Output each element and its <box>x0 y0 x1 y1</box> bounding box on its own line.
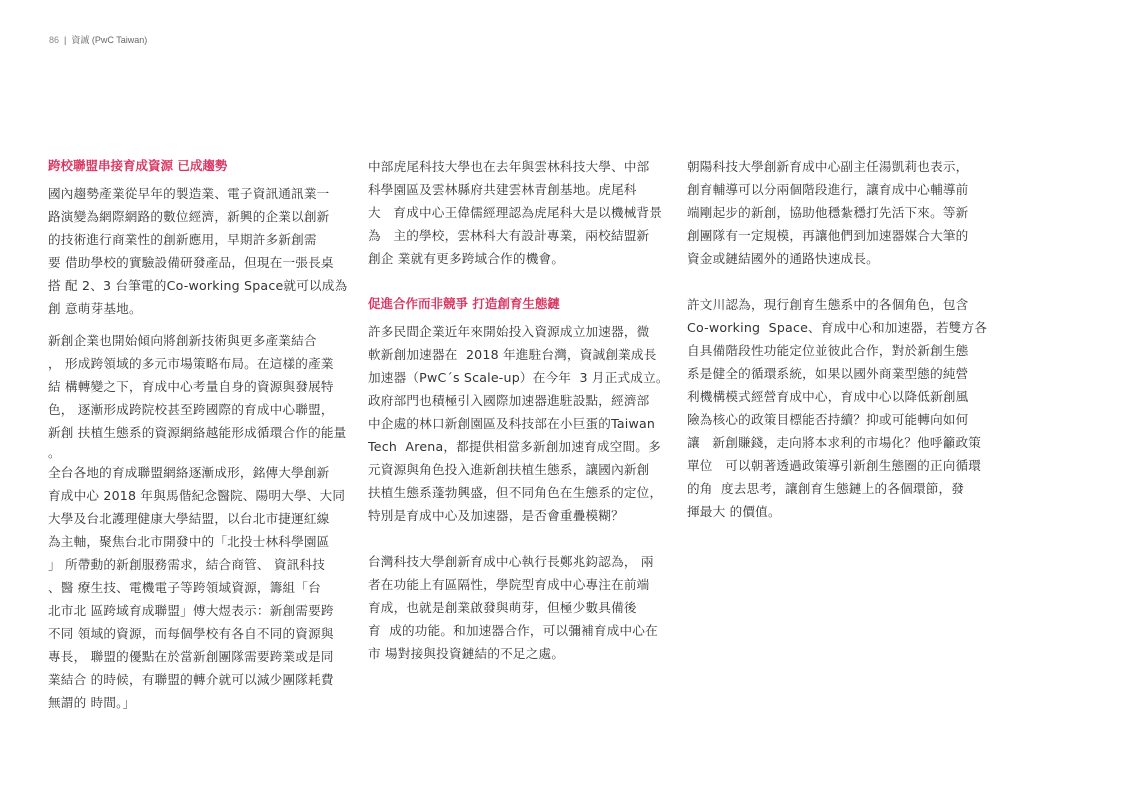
paragraph-line: 許多民間企業近年來開始投入資源成立加速器，微 <box>368 324 650 339</box>
page-number: 86 <box>49 35 60 45</box>
paragraph-line: 創 意萌芽基地。 <box>48 301 142 316</box>
paragraph-line: 利機構模式經營育成中心，育成中心以降低新創風 <box>687 389 969 404</box>
paragraph-line: 業結合 的時候，有聯盟的轉介就可以減少團隊耗費 <box>48 672 334 687</box>
paragraph-line: 元資源與角色投入進新創扶植生態系，讓國內新創 <box>368 462 650 477</box>
paragraph-line: 創團隊有一定規模，再讓他們到加速器媒合大筆的 <box>687 228 969 243</box>
paragraph-line: 科學園區及雲林縣府共建雲林青創基地。虎尾科 <box>368 182 637 197</box>
paragraph-line: 資金或鏈結國外的通路快速成長。 <box>687 251 879 266</box>
body-paragraph <box>368 155 688 270</box>
paragraph-line: 特別是育成中心及加速器，是否會重疊模糊？ <box>368 508 624 523</box>
publication-title: 資誠 (PwC Taiwan) <box>71 35 148 45</box>
body-paragraph <box>368 320 688 527</box>
paragraph-line: 自具備階段性功能定位並彼此合作，對於新創生態 <box>687 343 969 358</box>
paragraph-line: 育成，也就是創業啟發與萌芽，但極少數具備後 <box>368 600 637 615</box>
paragraph-line: 單位 可以朝著透過政策導引新創生態圈的正向循環 <box>687 458 982 473</box>
paragraph-line: 揮最大 的價值。 <box>687 504 781 519</box>
text-column-1 <box>48 155 368 723</box>
paragraph-line: 、醫 療生技、電機電子等跨領域資源，籌組「台 <box>48 580 321 595</box>
paragraph-line: 創育輔導可以分兩個階段進行，讓育成中心輔導前 <box>687 182 969 197</box>
body-paragraph <box>368 550 688 665</box>
section-heading: 跨校聯盟串接育成資源 已成趨勢 <box>48 158 228 173</box>
paragraph-line: 要 借助學校的實驗設備研發產品，但現在一張長桌 <box>48 255 334 270</box>
paragraph-spacer <box>368 536 688 550</box>
paragraph-line: 端剛起步的新創，協助他穩紮穩打先活下來。等新 <box>687 205 969 220</box>
paragraph-line: 為 主的學校，雲林科大有設計專業，兩校結盟新 <box>368 228 650 243</box>
paragraph-spacer <box>687 279 1007 293</box>
header-separator: | <box>64 35 67 45</box>
paragraph-line: 結 構轉變之下，育成中心考量自身的資源與發展特 <box>48 379 334 394</box>
body-paragraph <box>687 293 1007 523</box>
paragraph-line: 加速器（PwC´s Scale-up）在今年 3 月正式成立。 <box>368 370 669 385</box>
paragraph-line: 扶植生態系蓬勃興盛，但不同角色在生態系的定位， <box>368 485 663 500</box>
paragraph-line: 育 成的功能。和加速器合作，可以彌補育成中心在 <box>368 623 658 638</box>
paragraph-line: 朝陽科技大學創新育成中心副主任湯凱莉也表示， <box>687 159 969 174</box>
paragraph-line: 不同 領域的資源，而每個學校有各自不同的資源與 <box>48 626 334 641</box>
body-paragraph <box>687 155 1007 270</box>
text-column-3 <box>687 155 1007 532</box>
paragraph-line: 的角 度去思考，讓創育生態鏈上的各個環節，發 <box>687 481 965 496</box>
paragraph-line: ， 形成跨領域的多元市場策略布局。在這樣的產業 <box>48 356 334 371</box>
paragraph-line: 的技術進行商業性的創新應用，早期許多新創需 <box>48 232 317 247</box>
paragraph-line: 大學及台北護理健康大學結盟，以台北市捷運紅線 <box>48 511 330 526</box>
paragraph-line: 政府部門也積極引入國際加速器進駐設點，經濟部 <box>368 393 650 408</box>
text-column-2 <box>368 155 688 674</box>
paragraph-line: 國內趨勢產業從早年的製造業、電子資訊通訊業一 <box>48 186 330 201</box>
paragraph-line: 新創 扶植生態系的資源網絡越能形成循環合作的能量 <box>48 425 347 440</box>
paragraph-line: 色， 逐漸形成跨院校甚至跨國際的育成中心聯盟， <box>48 402 334 417</box>
paragraph-line: 者在功能上有區隔性，學院型育成中心專注在前端 <box>368 577 650 592</box>
paragraph-line: 大 育成中心王偉儒經理認為虎尾科大是以機械背景 <box>368 205 663 220</box>
body-paragraph <box>48 461 368 714</box>
body-paragraph <box>48 329 368 461</box>
paragraph-line: 。 <box>48 445 61 460</box>
paragraph-line: 系是健全的循環系統，如果以國外商業型態的純營 <box>687 366 969 381</box>
paragraph-line: 市 場對接與投資鏈結的不足之處。 <box>368 646 565 661</box>
paragraph-line: 為主軸，聚焦台北市開發中的「北投士林科學園區 <box>48 534 330 549</box>
paragraph-spacer <box>368 279 688 293</box>
paragraph-line: 北市北 區跨域育成聯盟」傅大煜表示：新創需要跨 <box>48 603 334 618</box>
paragraph-line: 中企處的林口新創園區及科技部在小巨蛋的Taiwan <box>368 416 656 431</box>
paragraph-line: 」 所帶動的新創服務需求，結合商管、 資訊科技 <box>48 557 326 572</box>
paragraph-line: 險為核心的政策目標能否持續？抑或可能轉向如何 <box>687 412 969 427</box>
paragraph-line: 讓 新創賺錢，走向將本求利的市場化？他呼籲政策 <box>687 435 982 450</box>
paragraph-line: 台灣科技大學創新育成中心執行長鄭兆鈞認為， 兩 <box>368 554 654 569</box>
page-header <box>49 33 147 46</box>
paragraph-line: 搭 配 2、3 台筆電的Co-working Space就可以成為 <box>48 278 348 293</box>
paragraph-line: 創企 業就有更多跨域合作的機會。 <box>368 251 565 266</box>
paragraph-line: 無謂的 時間。」 <box>48 695 136 710</box>
paragraph-line: 路演變為網際網路的數位經濟，新興的企業以創新 <box>48 209 330 224</box>
paragraph-line: Co-working Space、育成中心和加速器，若雙方各 <box>687 320 988 335</box>
paragraph-line: Tech Arena，都提供相當多新創加速育成空間。多 <box>368 439 661 454</box>
paragraph-line: 育成中心 2018 年與馬偕紀念醫院、陽明大學、大同 <box>48 488 346 503</box>
section-heading: 促進合作而非競爭 打造創育生態鏈 <box>368 296 560 311</box>
paragraph-line: 許文川認為，現行創育生態系中的各個角色，包含 <box>687 297 969 312</box>
body-paragraph <box>48 182 368 320</box>
paragraph-line: 新創企業也開始傾向將創新技術與更多產業結合 <box>48 333 317 348</box>
paragraph-line: 中部虎尾科技大學也在去年與雲林科技大學、中部 <box>368 159 650 174</box>
paragraph-line: 專長， 聯盟的優點在於當新創團隊需要跨業或是同 <box>48 649 334 664</box>
paragraph-line: 軟新創加速器在 2018 年進駐台灣，資誠創業成長 <box>368 347 657 362</box>
paragraph-line: 全台各地的育成聯盟網絡逐漸成形，銘傳大學創新 <box>48 465 330 480</box>
